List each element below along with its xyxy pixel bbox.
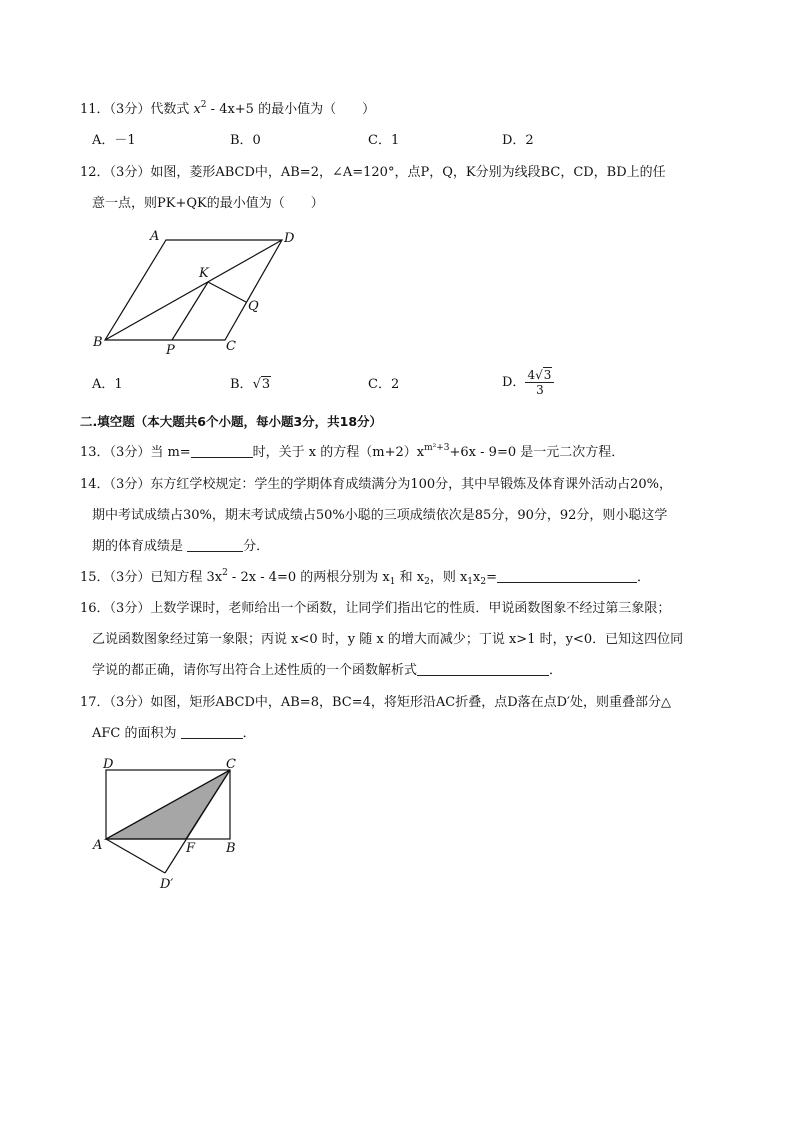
q15-sub-3: 1 — [467, 577, 474, 587]
q15-prefix: 15．（3分）已知方程 3x — [80, 570, 223, 585]
q14-answer-blank[interactable] — [187, 538, 243, 552]
q17-answer-blank[interactable] — [181, 725, 243, 739]
q14-line-1: 14．（3分）东方红学校规定：学生的学期体育成绩满分为100分，其中早锻炼及体育课外活动占20%， — [80, 477, 673, 492]
q11-prefix: 11．（3分）代数式 — [80, 102, 194, 117]
q12-option-d-fraction — [525, 368, 554, 397]
label-d-prime: D′ — [160, 877, 174, 892]
fraction-numerator — [525, 368, 554, 383]
q11-option-c: C．1 — [368, 133, 400, 148]
q15-exponent: 2 — [222, 568, 228, 578]
segment-kq — [208, 282, 246, 302]
q11-option-b: B．0 — [230, 133, 261, 148]
q14-line-3-suffix: 分． — [243, 539, 270, 554]
q15-eq: = — [486, 570, 498, 585]
q15-mid: - 2x - 4=0 的两根分别为 x — [227, 570, 390, 585]
label-c: C — [226, 757, 236, 772]
q14-line-2: 期中考试成绩占30%，期末考试成绩占50%小聪的三项成绩依次是85分，90分，92分，则小聪这学 — [92, 508, 668, 523]
q13-mid: 时，关于 x 的方程（m+2）x — [252, 445, 425, 460]
q15-then: ，则 x — [429, 570, 468, 585]
q15-answer-blank[interactable] — [497, 569, 637, 583]
fraction-denominator: 3 — [536, 383, 544, 397]
diagonal-bd — [105, 240, 282, 340]
sqrt-symbol: √ — [535, 368, 543, 382]
q16-line-3-suffix: ． — [549, 663, 563, 678]
q13-prefix: 13．（3分）当 m= — [80, 445, 191, 460]
label-a: A — [150, 229, 160, 244]
q11-exponent: 2 — [200, 100, 207, 110]
q16-line-3 — [92, 662, 562, 680]
label-b: B — [93, 335, 103, 350]
label-a: A — [93, 838, 103, 853]
q12-option-d — [502, 368, 554, 397]
q15-x2: x — [473, 570, 481, 585]
q13-suffix: +6x - 9=0 是一元二次方程． — [449, 445, 625, 460]
q17-line-2-suffix: ． — [242, 726, 256, 741]
q12-option-b-prefix: B． — [230, 377, 253, 392]
q13-answer-blank[interactable] — [191, 444, 253, 458]
q16-line-3-prefix: 学说的都正确，请你写出符合上述性质的一个函数解析式 — [92, 663, 418, 678]
label-d: D — [103, 757, 114, 772]
label-f: F — [186, 841, 196, 856]
q12-option-b-radicand: 3 — [261, 377, 271, 392]
q17-line-2-prefix: AFC 的面积为 — [92, 726, 181, 741]
q17-rectangle-figure — [88, 752, 248, 894]
q15-end: ． — [637, 570, 651, 585]
q14-line-3 — [92, 538, 269, 556]
sqrt-symbol: √ — [252, 377, 261, 392]
q11-option-a: A．－1 — [92, 133, 136, 148]
question-11 — [80, 101, 375, 119]
segment-kp — [172, 282, 208, 340]
q16-line-1: 16．（3分）上数学课时，老师给出一个函数，让同学们指出它的性质．甲说函数图象不经过第三象限； — [80, 601, 671, 616]
label-d: D — [284, 231, 295, 246]
q15-sub-1: 1 — [389, 577, 396, 587]
label-p: P — [166, 343, 175, 358]
q15-sub-4: 2 — [480, 577, 487, 587]
q16-answer-blank[interactable] — [417, 662, 549, 676]
q13-exponent: m²+3 — [424, 443, 450, 453]
q14-line-3-prefix: 期的体育成绩是 — [92, 539, 188, 554]
q12-option-c: C．2 — [368, 377, 400, 392]
section-2-header: 二.填空题（本大题共6个小题，每小题3分，共18分） — [80, 414, 383, 429]
q15-sub-2: 2 — [424, 577, 430, 587]
q12-option-a: A．1 — [92, 377, 123, 392]
q12-option-b — [230, 376, 271, 394]
q11-option-d: D．2 — [502, 133, 534, 148]
label-q: Q — [248, 299, 259, 314]
label-k: K — [199, 266, 209, 281]
q12-line-2: 意一点，则PK+QK的最小值为（ ） — [92, 196, 324, 211]
q12-rhombus-figure — [88, 224, 318, 359]
q12-line-1: 12．（3分）如图，菱形ABCD中，AB=2，∠A=120°，点P，Q，K分别为线段BC，CD，BD上的任 — [80, 165, 666, 180]
question-13 — [80, 444, 624, 462]
numerator-coef: 4 — [527, 368, 536, 382]
q11-rest: - 4x+5 的最小值为（ ） — [206, 102, 376, 117]
fold-ad-prime — [106, 839, 165, 873]
q11-var-x: x — [193, 102, 201, 117]
q16-line-2: 乙说函数图象经过第一象限；丙说 x<0 时，y 随 x 的增大而减少；丁说 x>1 时，y<0．已知这四位同 — [92, 632, 684, 647]
label-c: C — [226, 339, 236, 354]
q15-and: 和 x — [395, 570, 425, 585]
label-b: B — [226, 841, 236, 856]
q12-option-d-prefix: D． — [502, 375, 526, 390]
question-15 — [80, 569, 650, 587]
numerator-radicand: 3 — [543, 368, 552, 382]
q17-line-1: 17．（3分）如图，矩形ABCD中，AB=8，BC=4，将矩形沿AC折叠，点D落在点D′处，则重叠部分△ — [80, 695, 672, 710]
q17-line-2 — [92, 725, 256, 743]
